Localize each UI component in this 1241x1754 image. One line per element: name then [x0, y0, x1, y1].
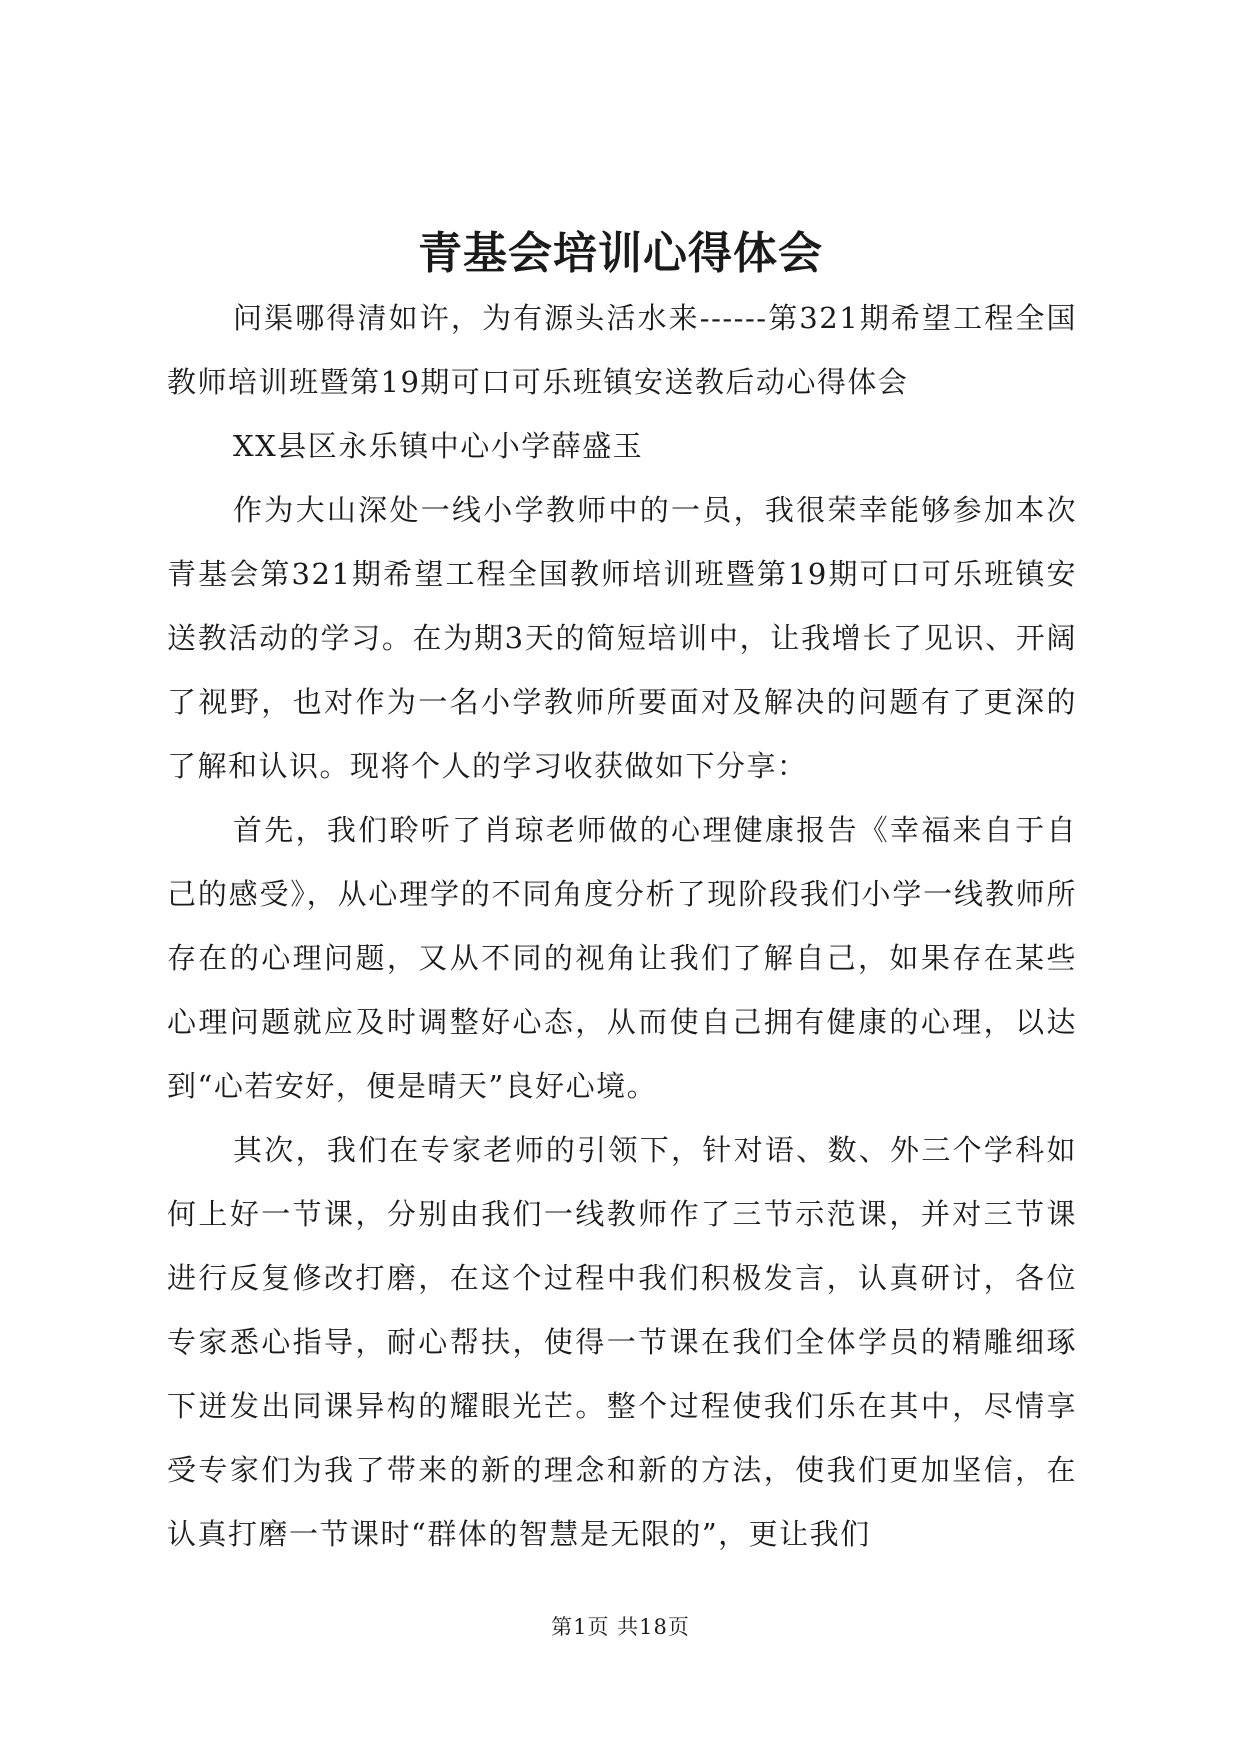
document-body: [167, 286, 1077, 1566]
paragraph-introduction: 作为大山深处一线小学教师中的一员，我很荣幸能够参加本次青基会第321期希望工程全国教师培训班暨第19期可口可乐班镇安送教活动的学习。在为期3天的简短培训中，让我增长了见识、开阔了视野，也对作为一名小学教师所要面对及解决的问题有了更深的了解和认识。现将个人的学习收获做如下分享：: [167, 493, 1077, 783]
paragraph-second-point: 其次，我们在专家老师的引领下，针对语、数、外三个学科如何上好一节课，分别由我们一线教师作了三节示范课，并对三节课进行反复修改打磨，在这个过程中我们积极发言，认真研讨，各位专家悉心指导，耐心帮扶，使得一节课在我们全体学员的精雕细琢下迸发出同课异构的耀眼光芒。整个过程使我们乐在其中，尽情享受专家们为我了带来的新的理念和新的方法，使我们更加坚信，在认真打磨一节课时“群体的智慧是无限的”，更让我们: [167, 1133, 1077, 1551]
page-number-footer: 第1页 共18页: [551, 1615, 690, 1639]
paragraph-subtitle: 问渠哪得清如许，为有源头活水来------第321期希望工程全国教师培训班暨第19期可口可乐班镇安送教后动心得体会: [167, 301, 1077, 399]
document-title: 青基会培训心得体会: [418, 228, 823, 279]
paragraph-author: XX县区永乐镇中心小学薛盛玉: [233, 429, 644, 463]
paragraph-first-point: 首先，我们聆听了肖琼老师做的心理健康报告《幸福来自于自己的感受》，从心理学的不同角度分析了现阶段我们小学一线教师所存在的心理问题，又从不同的视角让我们了解自己，如果存在某些心理问题就应及时调整好心态，从而使自己拥有健康的心理，以达到“心若安好，便是晴天”良好心境。: [167, 813, 1077, 1103]
